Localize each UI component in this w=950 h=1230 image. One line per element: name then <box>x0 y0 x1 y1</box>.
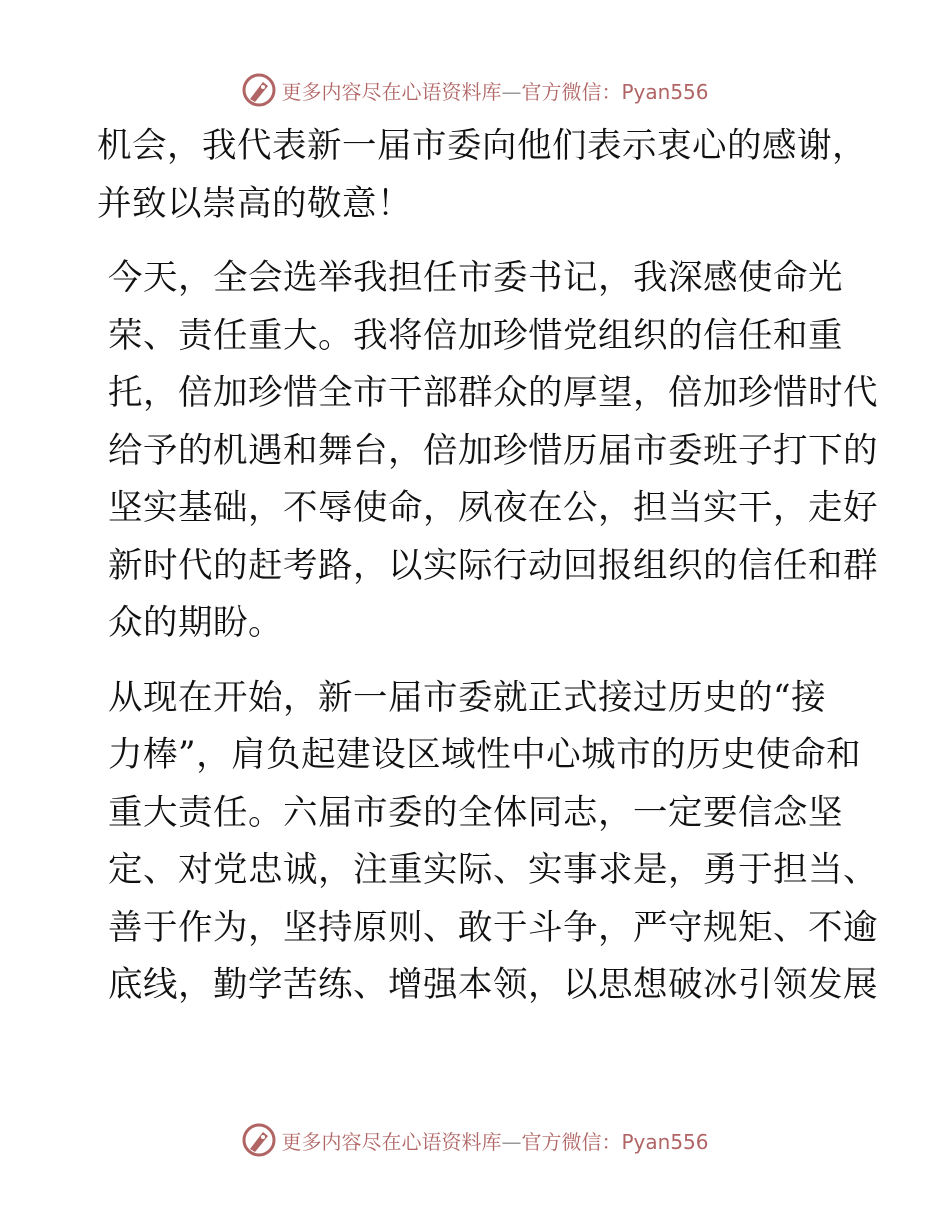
text-line: 机会，我代表新一届市委向他们表示衷心的感谢， <box>97 126 867 166</box>
text-line: 托，倍加珍惜全市干部群众的厚望，倍加珍惜时代 <box>108 373 878 413</box>
text-line: 定、对党忠诚，注重实际、实事求是，勇于担当、 <box>108 850 878 890</box>
banner-dash: — <box>501 1129 522 1154</box>
banner-wechat-id: Pyan556 <box>621 79 709 104</box>
paragraph-3 <box>97 670 878 1015</box>
text-line: 今天，全会选举我担任市委书记，我深感使命光 <box>108 258 843 298</box>
text-line: 力棒”，肩负起建设区域性中心城市的历史使命和 <box>108 735 862 775</box>
document-body <box>97 118 878 1032</box>
text-line: 善于作为，坚持原则、敢于斗争，严守规矩、不逾 <box>108 907 878 948</box>
footer-banner <box>0 1120 950 1160</box>
banner-text <box>281 1126 708 1155</box>
banner-site-text: 更多内容尽在心语资料库 <box>281 1129 502 1154</box>
text-line: 荣、责任重大。我将倍加珍惜党组织的信任和重 <box>108 315 843 356</box>
paragraph-1 <box>97 118 867 233</box>
text-line: 新时代的赶考路，以实际行动回报组织的信任和群 <box>108 545 878 586</box>
text-line: 重大责任。六届市委的全体同志，一定要信念坚 <box>108 792 843 833</box>
pen-nib-circle-icon <box>241 1122 277 1158</box>
text-line: 坚实基础，不辱使命，夙夜在公，担当实干，走好 <box>108 488 878 528</box>
header-banner <box>0 70 950 110</box>
banner-dash: — <box>501 79 522 104</box>
text-line: 给予的机遇和舞台，倍加珍惜历届市委班子打下的 <box>108 430 878 471</box>
text-line: 从现在开始，新一届市委就正式接过历史的“接 <box>108 677 827 718</box>
footer-banner-inner <box>241 1122 708 1158</box>
header-banner-inner <box>241 72 708 108</box>
banner-wechat-id: Pyan556 <box>621 1129 709 1154</box>
banner-wechat-label: 官方微信： <box>521 1129 622 1154</box>
banner-site-text: 更多内容尽在心语资料库 <box>281 79 502 104</box>
banner-text <box>281 76 708 105</box>
banner-wechat-label: 官方微信： <box>521 79 622 104</box>
text-line: 底线，勤学苦练、增强本领，以思想破冰引领发展 <box>108 965 878 1005</box>
paragraph-2 <box>97 250 878 653</box>
pen-nib-circle-icon <box>241 72 277 108</box>
text-line: 并致以崇高的敬意！ <box>97 183 412 224</box>
text-line: 众的期盼。 <box>108 603 283 643</box>
